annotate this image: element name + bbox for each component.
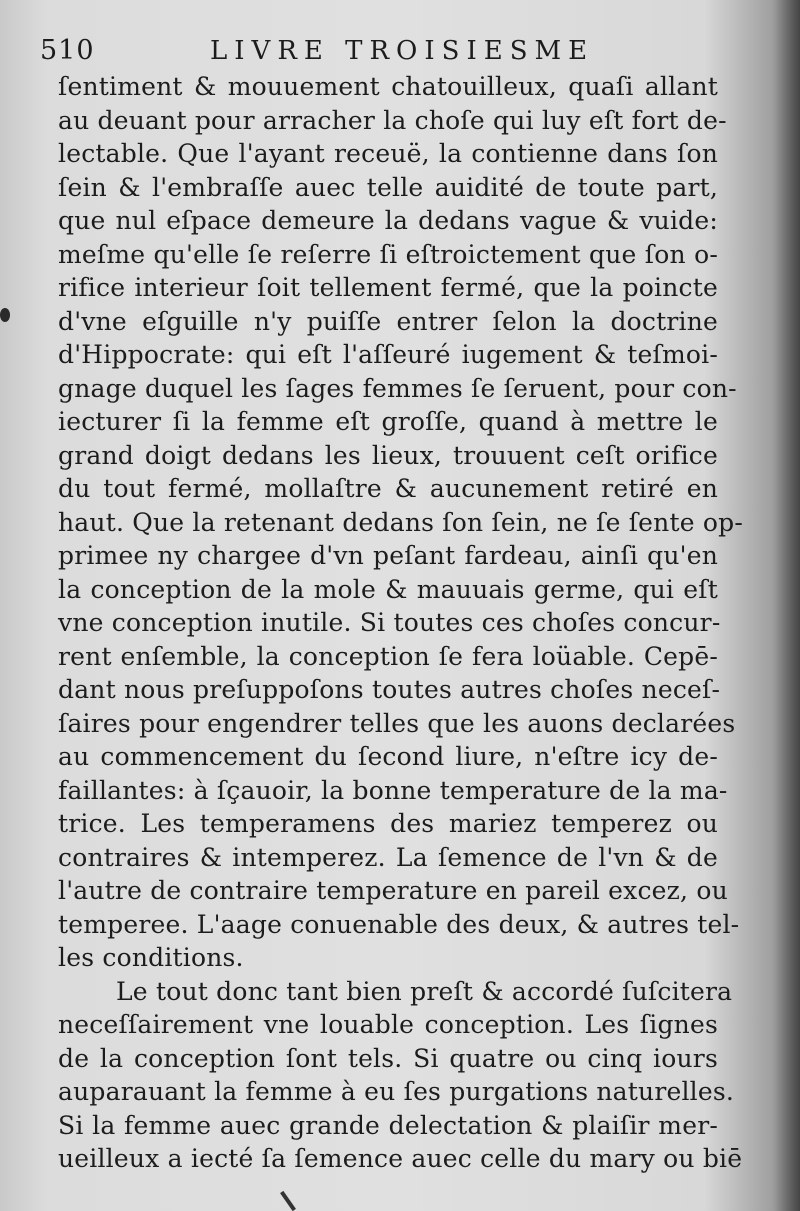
text-line: trice. Les temperamens des mariez temperez ou <box>58 809 718 838</box>
text-line: neceſſairement vne louable conception. Les ſignes <box>58 1010 718 1039</box>
page-mark <box>280 1191 296 1211</box>
text-line: de la conception ſont tels. Si quatre ou cinq iours <box>58 1043 718 1073</box>
text-line: d'vne eſguille n'y puiſſe entrer ſelon la doctrine <box>58 306 718 336</box>
text-line: ſentiment & mouuement chatouilleux, quaſi allant <box>58 72 718 101</box>
text-line: au deuant pour arracher la choſe qui luy eſt fort de- <box>58 105 727 135</box>
text-line: contraires & intemperez. La ſemence de l'vn & de <box>58 842 718 872</box>
running-head: LIVRE TROISIESME <box>210 36 595 66</box>
text-line: meſme qu'elle ſe reſerre ſi eſtroictement que ſon o- <box>58 239 718 269</box>
text-line: gnage duquel les ſages femmes ſe ſeruent, pour con- <box>58 373 737 403</box>
text-line: Le tout donc tant bien preſt & accordé ſuſcitera <box>116 976 733 1006</box>
text-line: primee ny chargee d'vn peſant fardeau, ainſi qu'en <box>58 541 718 570</box>
text-line: rifice interieur ſoit tellement fermé, que la poincte <box>58 273 718 302</box>
text-line: les conditions. <box>58 943 244 972</box>
ink-blot <box>0 308 10 322</box>
text-line: lectable. Que l'ayant receuë, la contienne dans ſon <box>58 139 718 168</box>
paragraph-1 <box>58 70 743 975</box>
text-line: auparauant la femme à eu ſes purgations naturelles. <box>58 1077 735 1106</box>
text-line: iecturer ſi la femme eſt groſſe, quand à mettre le <box>58 407 718 436</box>
text-line: Si la femme auec grande delectation & plaiſir mer- <box>58 1110 718 1140</box>
paragraph-2 <box>58 975 743 1176</box>
text-line: dant nous preſuppoſons toutes autres choſes neceſ- <box>58 675 721 704</box>
body-text <box>58 70 743 1176</box>
page-gutter-shadow <box>772 0 800 1211</box>
text-line: du tout fermé, mollaſtre & aucunement retiré en <box>58 474 718 503</box>
text-line: faillantes: à ſçauoir, la bonne temperature de la ma- <box>58 775 728 805</box>
page-number: 510 <box>40 35 95 66</box>
page-header <box>40 34 740 68</box>
text-line: rent enſemble, la conception ſe fera loüable. Cepē- <box>58 641 718 671</box>
text-line: la conception de la mole & mauuais germe, qui eſt <box>58 574 718 604</box>
text-line: temperee. L'aage conuenable des deux, & autres tel- <box>58 909 740 939</box>
text-line: grand doigt dedans les lieux, trouuent ceſt orifice <box>58 440 718 470</box>
text-line: l'autre de contraire temperature en pareil excez, ou <box>58 876 728 905</box>
text-line: que nul eſpace demeure la dedans vague & vuide: <box>58 206 718 235</box>
text-line: haut. Que la retenant dedans ſon ſein, ne ſe ſente op- <box>58 507 743 537</box>
text-line: vne conception inutile. Si toutes ces choſes concur- <box>58 608 721 637</box>
text-line: ueilleux a iecté ſa ſemence auec celle du mary ou biē <box>58 1144 743 1173</box>
text-line: ſein & l'embraſſe auec telle auidité de toute part, <box>58 172 718 202</box>
text-line: d'Hippocrate: qui eſt l'aſſeuré iugement & teſmoi- <box>58 340 718 369</box>
text-line: ſaires pour engendrer telles que les auons declarées <box>58 708 736 738</box>
text-line: au commencement du ſecond liure, n'eſtre icy de- <box>58 742 718 771</box>
